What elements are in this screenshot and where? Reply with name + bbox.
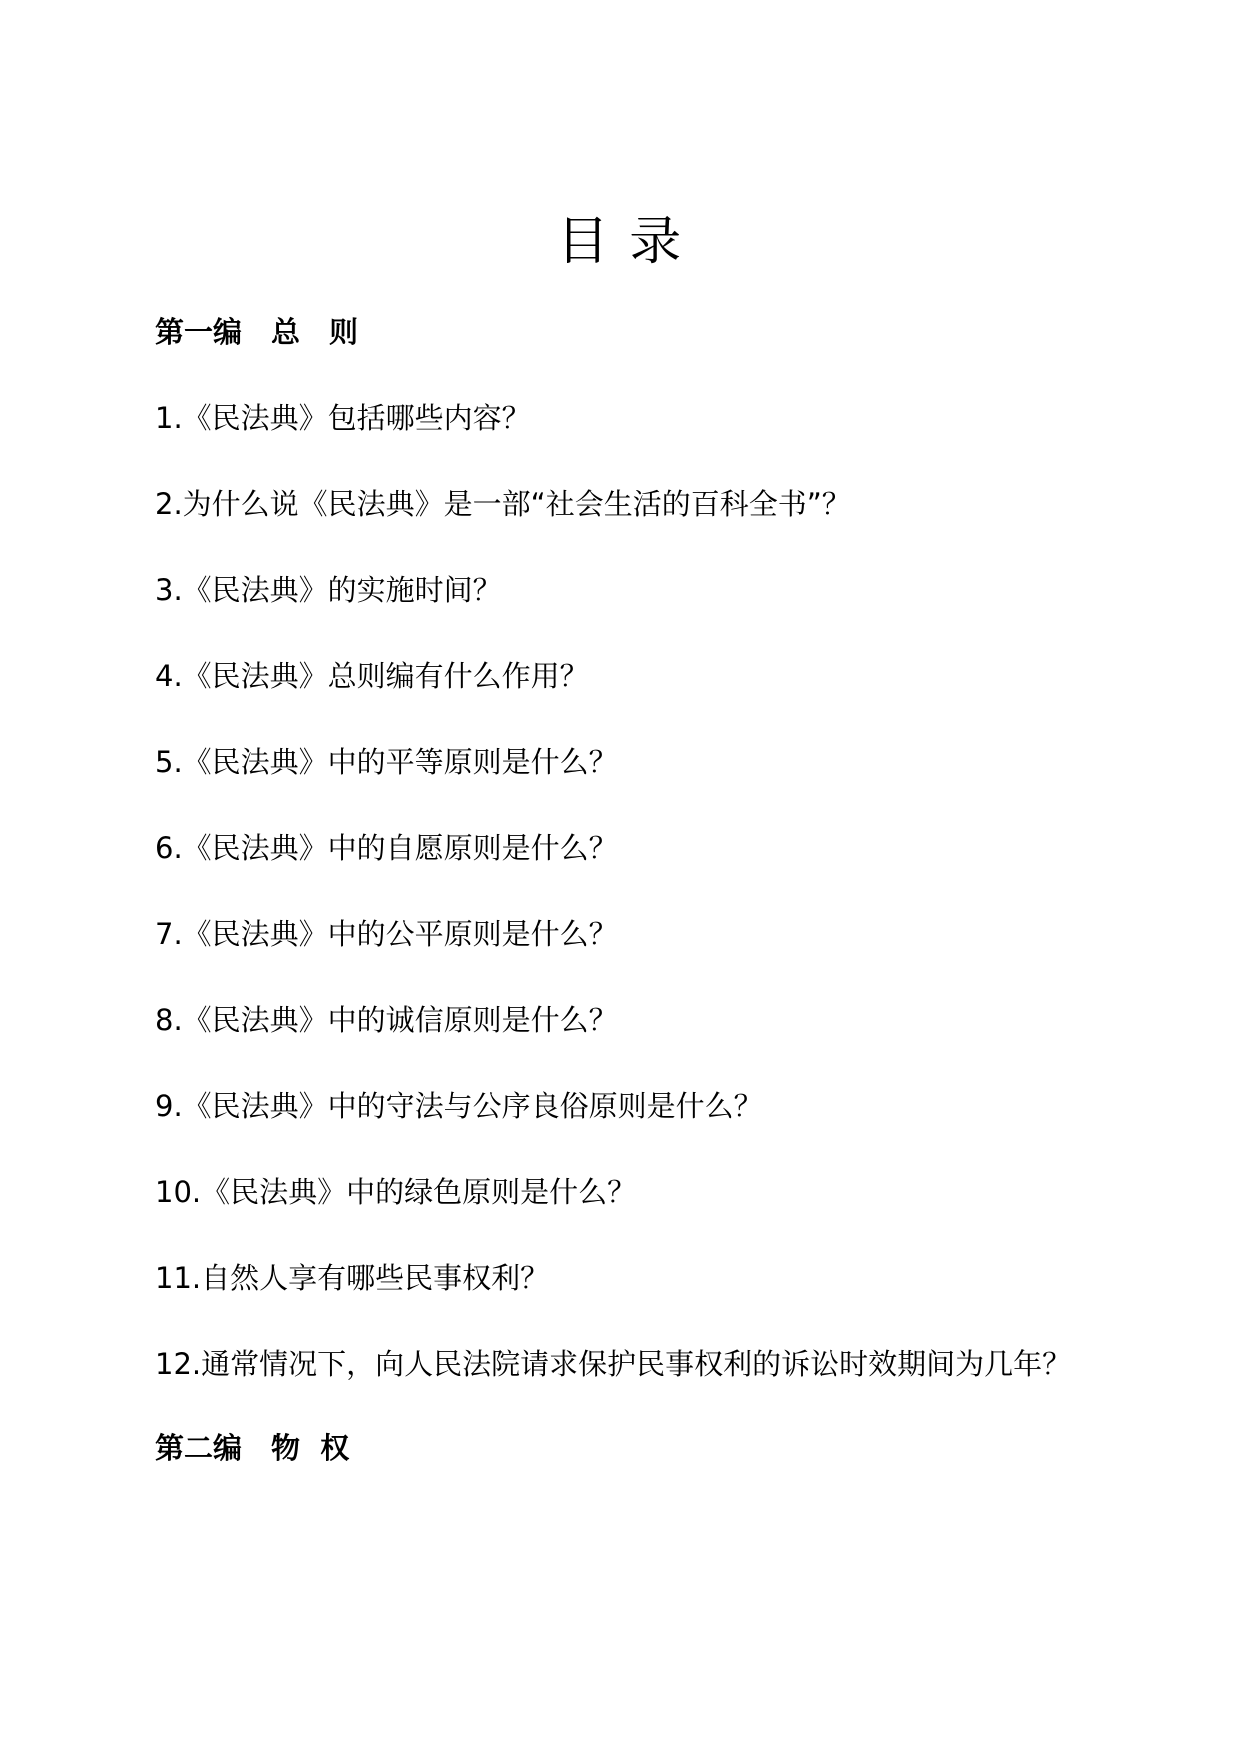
toc-item-11: 11.自然人享有哪些民事权利？ <box>155 1261 550 1295</box>
toc-item-12: 12.通常情况下，向人民法院请求保护民事权利的诉讼时效期间为几年？ <box>155 1347 1072 1381</box>
section-heading-2: 第二编 物 权 <box>155 1431 350 1465</box>
page-title: 目 录 <box>556 212 684 272</box>
toc-item-10: 10.《民法典》中的绿色原则是什么？ <box>155 1175 637 1209</box>
toc-item-5: 5.《民法典》中的平等原则是什么？ <box>155 745 618 779</box>
toc-item-3: 3.《民法典》的实施时间？ <box>155 573 502 607</box>
section-heading-1: 第一编 总 则 <box>155 315 359 349</box>
toc-item-9: 9.《民法典》中的守法与公序良俗原则是什么？ <box>155 1089 763 1123</box>
toc-item-1: 1.《民法典》包括哪些内容？ <box>155 401 531 435</box>
toc-item-8: 8.《民法典》中的诚信原则是什么？ <box>155 1003 618 1037</box>
toc-item-4: 4.《民法典》总则编有什么作用？ <box>155 659 589 693</box>
toc-item-6: 6.《民法典》中的自愿原则是什么？ <box>155 831 618 865</box>
toc-item-7: 7.《民法典》中的公平原则是什么？ <box>155 917 618 951</box>
toc-item-2: 2.为什么说《民法典》是一部“社会生活的百科全书”？ <box>155 487 851 521</box>
